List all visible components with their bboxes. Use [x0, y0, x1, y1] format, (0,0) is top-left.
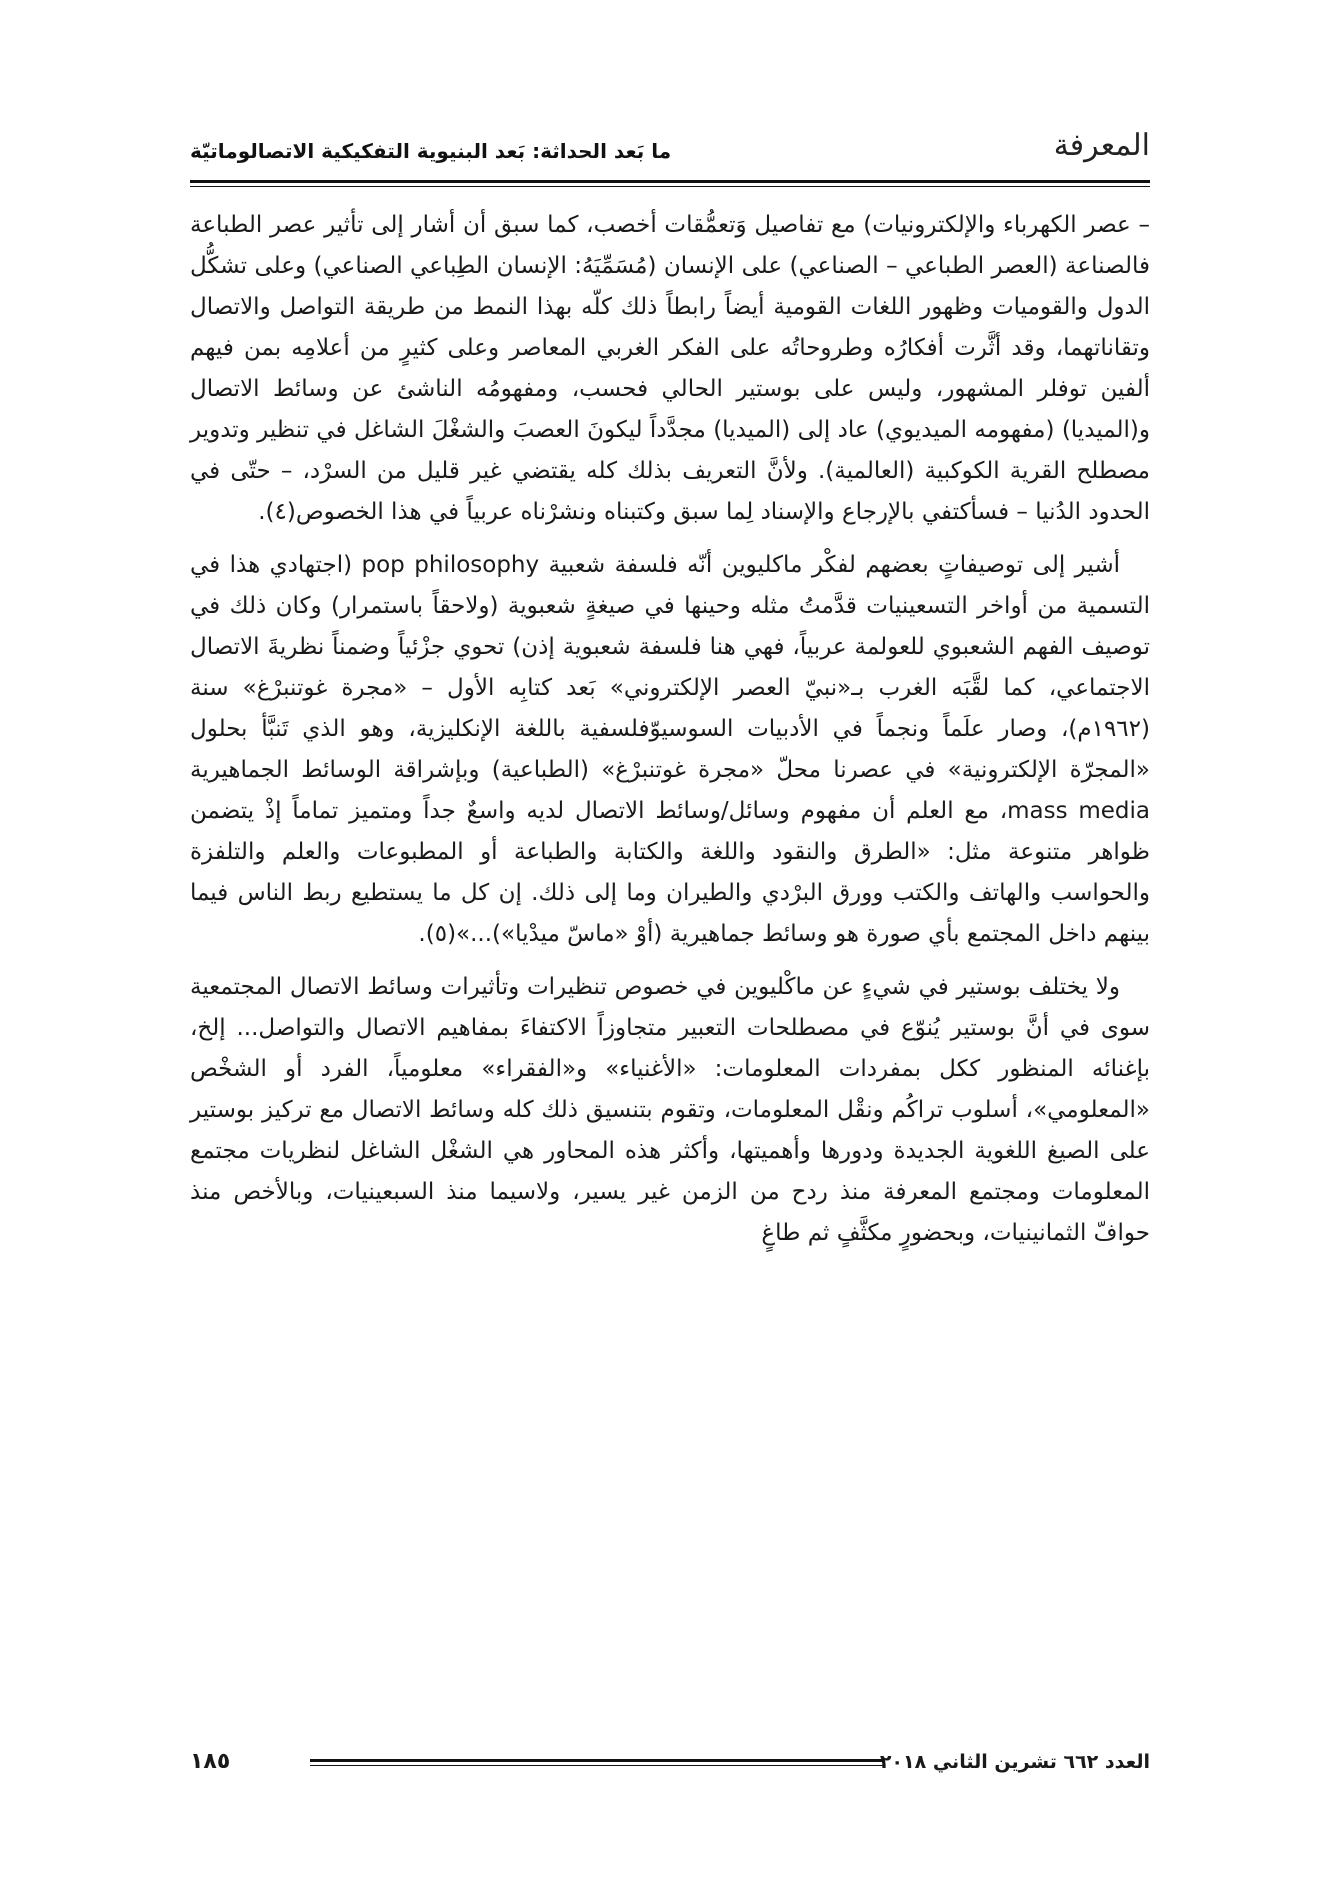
footer-divider — [310, 1759, 885, 1766]
page-footer — [190, 1745, 1150, 1779]
running-title: ما بَعد الحداثة: بَعد البنيوية التفكيكية الاتصالوماتيّة — [190, 139, 672, 163]
page-number: ١٨٥ — [190, 1749, 231, 1774]
article-body — [190, 205, 1150, 1266]
header-divider — [190, 180, 1150, 187]
paragraph-2: أشير إلى توصيفاتٍ بعضهم لفكْر ماكليوين أنّه فلسفة شعبية pop philosophy (اجتهادي هذا في التسمية من أواخر التسعينيات قدَّمتُ مثله وحينها في صيغةٍ شعبوية (ولاحقاً باستمرار) وكان ذلك في توصيف الفهم الشعبوي للعولمة عربياً، فهي هنا فلسفة شعبوية إذن) تحوي جزْئياً وضمناً نظريةَ الاتصال الاجتماعي، كما لقَّبَه الغرب بـ«نبيّ العصر الإلكتروني» بَعد كتابِه الأول – «مجرة غوتنبرْغ» سنة (١٩٦٢م)، وصار علَماً ونجماً في الأدبيات السوسيوّفلسفية باللغة الإنكليزية، وهو الذي تَنبَّأ بحلول «المجرّة الإلكترونية» في عصرنا محلّ «مجرة غوتنبرْغ» (الطباعية) وبإشراقة الوسائط الجماهيرية mass media، مع العلم أن مفهوم وسائل/وسائط الاتصال لديه واسعٌ جداً ومتميز تماماً إذْ يتضمن ظواهر متنوعة مثل: «الطرق والنقود واللغة والكتابة والطباعة أو المطبوعات والعلم والتلفزة والحواسب والهاتف والكتب وورق البرْدي والطيران وما إلى ذلك. إن كل ما يستطيع ربط الناس فيما بينهم داخل المجتمع بأي صورة هو وسائط جماهيرية (أوْ «ماسّ ميدْيا»)...»(٥). — [190, 552, 1151, 947]
paragraph-1: – عصر الكهرباء والإلكترونيات) مع تفاصيل وَتعمُّقات أخصب، كما سبق أن أشار إلى تأثير عصر الطباعة فالصناعة (العصر الطباعي – الصناعي) على الإنسان (مُسَمِّيَهُ: الإنسان الطِباعي الصناعي) وعلى تشكُّل الدول والقوميات وظهور اللغات القومية أيضاً رابطاً ذلك كلّه بهذا النمط من طريقة التواصل والاتصال وتقاناتهما، وقد أثَّرت أفكارُه وطروحاتُه على الفكر الغربي المعاصر وعلى كثيرٍ من أعلامِه بمن فيهم ألفين توفلر المشهور، وليس على بوستير الحالي فحسب، ومفهومُه الناشئ عن وسائط الاتصال و(الميديا) (مفهومه الميديوي) عاد إلى (الميديا) مجدَّداً ليكونَ العصبَ والشغْلَ الشاغل في تنظير وتدوير مصطلح القرية الكوكبية (العالمية). ولأنَّ التعريف بذلك كله يقتضي غير قليل من السرْد، – حتّى في الحدود الدُنيا – فسأكتفي بالإرجاع والإسناد لِما سبق وكتبناه ونشرْناه عربياً في هذا الخصوص(٤). — [190, 212, 1150, 525]
journal-logo: المعرفة — [1053, 128, 1150, 163]
page-header — [190, 126, 1150, 170]
paragraph-3: ولا يختلف بوستير في شيءٍ عن ماكْليوين في خصوص تنظيرات وتأثيرات وسائط الاتصال المجتمعية سوى في أنَّ بوستير يُنوّع في مصطلحات التعبير متجاوزاً الاكتفاءَ بمفاهيم الاتصال والتواصل... إلخ، بإغنائه المنظور ككل بمفردات المعلومات: «الأغنياء» و«الفقراء» معلومياً، الفرد أو الشخْص «المعلومي»، أسلوب تراكُم ونقْل المعلومات، وتقوم بتنسيق ذلك كله وسائط الاتصال مع تركيز بوستير على الصيغ اللغوية الجديدة ودورها وأهميتها، وأكثر هذه المحاور هي الشغْل الشاغل لنظريات مجتمع المعلومات ومجتمع المعرفة منذ ردح من الزمن غير يسير، ولاسيما منذ السبعينيات، وبالأخص منذ حوافّ الثمانينيات، وبحضورٍ مكثَّفٍ ثم طاغٍ — [190, 974, 1150, 1246]
issue-info: العدد ٦٦٢ تشرين الثاني ٢٠١٨ — [879, 1751, 1150, 1773]
